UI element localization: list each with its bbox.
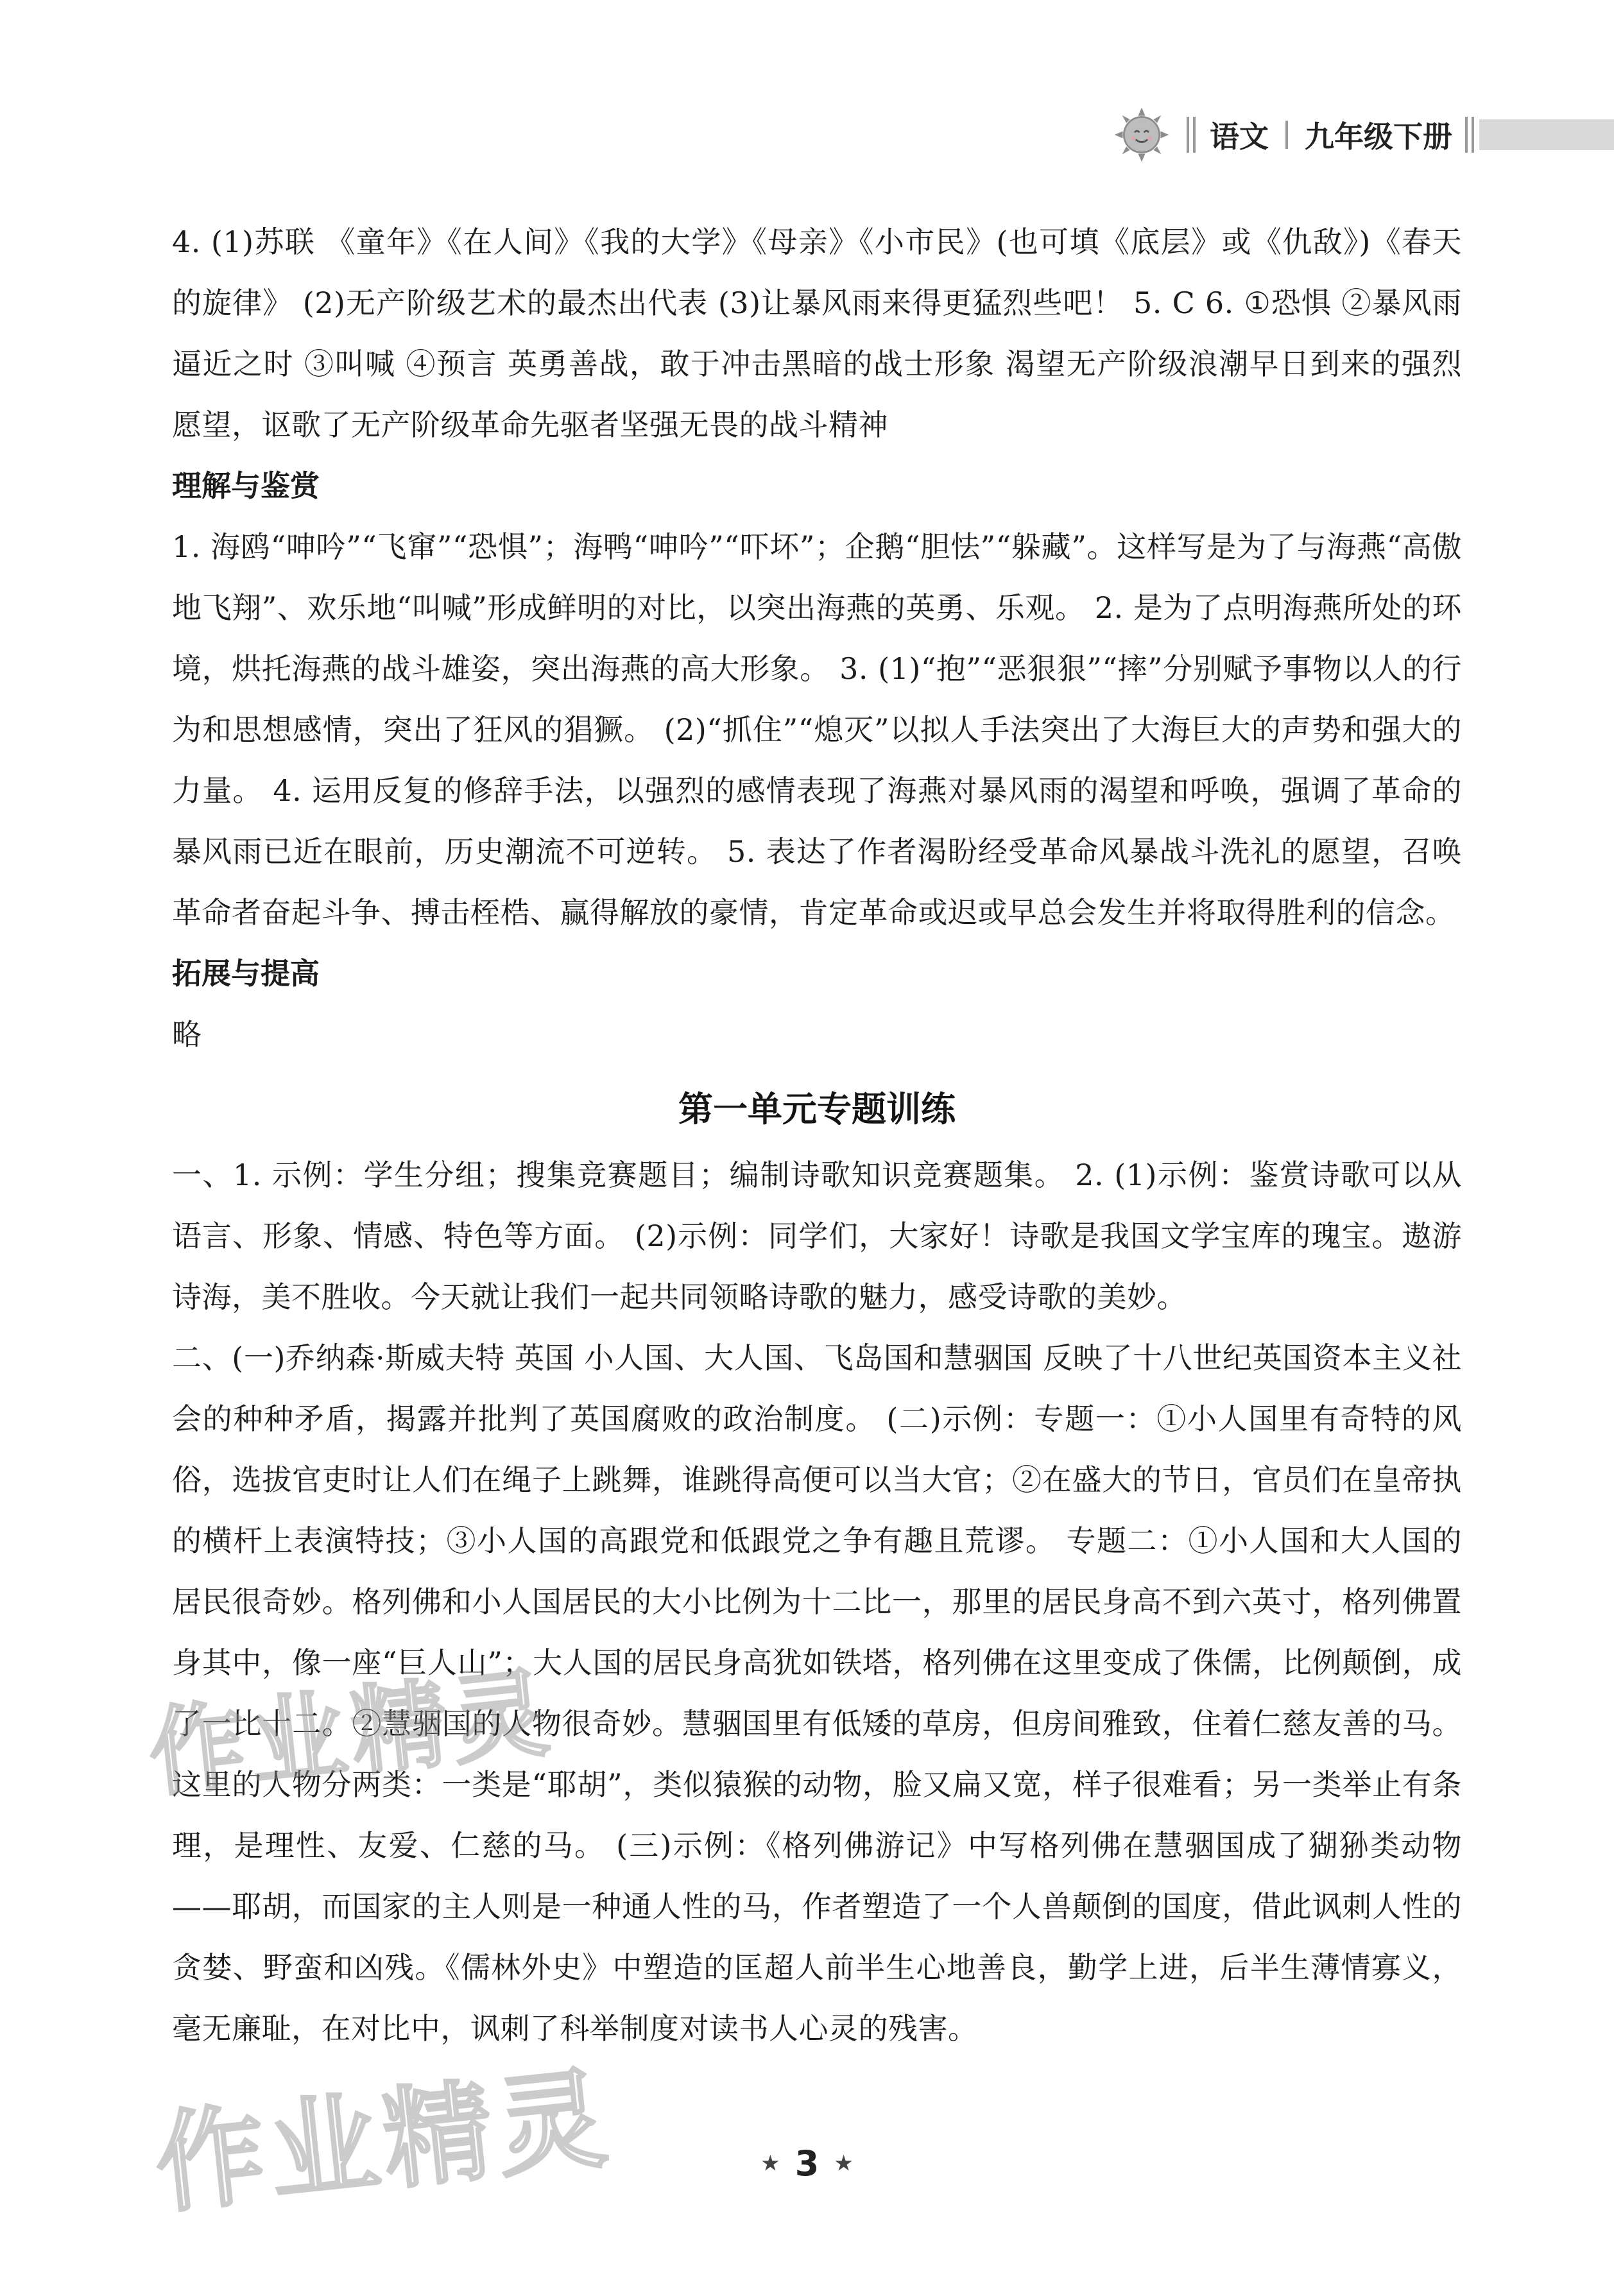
answer-paragraph-extension: 略 xyxy=(172,1017,202,1052)
watermark-text: 作业精灵 xyxy=(150,2055,618,2229)
unit-title: 第一单元专题训练 xyxy=(678,1089,956,1129)
header-grade: 九年级下册 xyxy=(1305,119,1452,154)
page-footer xyxy=(0,2143,1614,2184)
page-header xyxy=(1112,96,1614,173)
header-subject: 语文 xyxy=(1210,119,1269,154)
section-heading-extension: 拓展与提高 xyxy=(172,956,320,991)
answer-paragraph-part-one: 一、1. 示例：学生分组；搜集竞赛题目；编制诗歌知识竞赛题集。 2. (1)示例：鉴赏诗歌可以从语言、形象、情感、特色等方面。 (2)示例：同学们，大家好！诗歌是我国文学宝库的瑰宝。遨游诗海，美不胜收。今天就让我们一起共同领略诗歌的魅力，感受诗歌的美妙。 xyxy=(172,1158,1462,1314)
header-double-rule xyxy=(1187,117,1196,153)
header-separator xyxy=(1285,121,1288,149)
answer-paragraph-comprehension: 1. 海鸥“呻吟”“飞窜”“恐惧”；海鸭“呻吟”“吓坏”；企鹅“胆怯”“躲藏”。这样写是为了与海燕“高傲地飞翔”、欢乐地“叫喊”形成鲜明的对比，以突出海燕的英勇、乐观。 2. 是为了点明海燕所处的环境，烘托海燕的战斗雄姿，突出海燕的高大形象。 3. (1)“抱”“恶狠狠”“摔”分别赋予事物以人的行为和思想感情，突出了狂风的猖獗。 (2)“抓住”“熄灭”以拟人手法突出了大海巨大的声势和强大的力量。 4. 运用反复的修辞手法，以强烈的感情表现了海燕对暴风雨的渴望和呼唤，强调了革命的暴风雨已近在眼前，历史潮流不可逆转。 5. 表达了作者渴盼经受革命风暴战斗洗礼的愿望，召唤革命者奋起斗争、搏击桎梏、赢得解放的豪情，肯定革命或迟或早总会发生并将取得胜利的信念。 xyxy=(172,529,1462,930)
page-number: 3 xyxy=(794,2143,820,2184)
header-double-rule-right xyxy=(1465,117,1474,153)
section-heading-comprehension: 理解与鉴赏 xyxy=(172,468,320,503)
header-grey-block xyxy=(1479,119,1614,150)
answer-paragraph-part-two: 二、(一)乔纳森·斯威夫特 英国 小人国、大人国、飞岛国和慧骃国 反映了十八世纪英国资本主义社会的种种矛盾，揭露并批判了英国腐败的政治制度。 (二)示例：专题一：①小人国里有奇特的风俗，选拔官吏时让人们在绳子上跳舞，谁跳得高便可以当大官；②在盛大的节日，官员们在皇帝执的横杆上表演特技；③小人国的高跟党和低跟党之争有趣且荒谬。 专题二：①小人国和大人国的居民很奇妙。格列佛和小人国居民的大小比例为十二比一，那里的居民身高不到六英寸，格列佛置身其中，像一座“巨人山”；大人国的居民身高犹如铁塔，格列佛在这里变成了侏儒，比例颠倒，成了一比十二。②慧骃国的人物很奇妙。慧骃国里有低矮的草房，但房间雅致，住着仁慈友善的马。这里的人物分两类：一类是“耶胡”，类似猿猴的动物，脸又扁又宽，样子很难看；另一类举止有条理，是理性、友爱、仁慈的马。 (三)示例：《格列佛游记》中写格列佛在慧骃国成了猢狲类动物——耶胡，而国家的主人则是一种通人性的马，作者塑造了一个人兽颠倒的国度，借此讽刺人性的贪婪、野蛮和凶残。《儒林外史》中塑造的匡超人前半生心地善良，勤学上进，后半生薄情寡义，毫无廉耻，在对比中，讽刺了科举制度对读书人心灵的残害。 xyxy=(172,1341,1462,2046)
star-icon: ★ xyxy=(760,2150,780,2177)
sun-mascot-icon xyxy=(1112,105,1171,164)
answer-paragraph-q4-6: 4. (1)苏联 《童年》《在人间》《我的大学》《母亲》《小市民》(也可填《底层》或《仇敌》)《春天的旋律》 (2)无产阶级艺术的最杰出代表 (3)让暴风雨来得更猛烈些吧！ 5. C 6. ①恐惧 ②暴风雨逼近之时 ③叫喊 ④预言 英勇善战，敢于冲击黑暗的战士形象 渴望无产阶级浪潮早日到来的强烈愿望，讴歌了无产阶级革命先驱者坚强无畏的战斗精神 xyxy=(172,225,1462,442)
star-icon: ★ xyxy=(834,2150,854,2177)
watermark-text: 作业精灵 xyxy=(144,1657,559,1811)
